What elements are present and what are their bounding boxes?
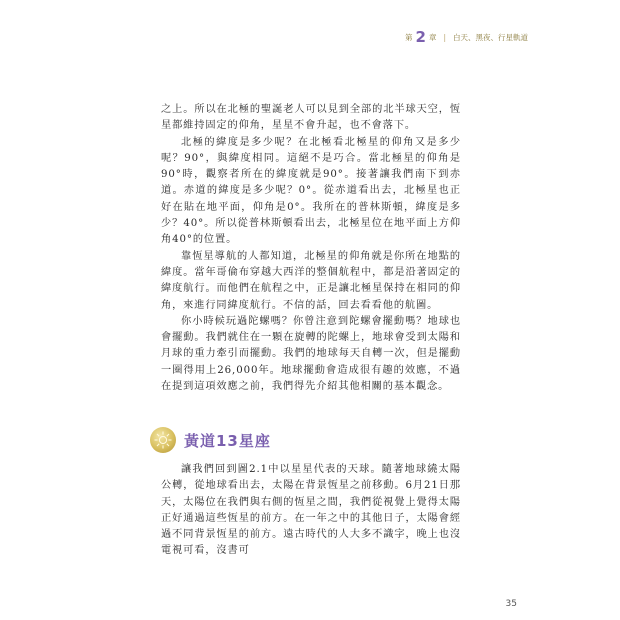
- chapter-title: 白天、黑夜、行星軌道: [453, 33, 528, 42]
- paragraph: 之上。所以在北極的聖誕老人可以見到全部的北半球天空，恆星都維持固定的仰角，星星不會升起，也不會落下。: [161, 104, 461, 132]
- page-number: 35: [505, 599, 517, 609]
- chapter-number: 2: [415, 28, 426, 46]
- running-header: [405, 30, 528, 45]
- body-text-section: [161, 462, 461, 560]
- section-title: 黃道13星座: [184, 431, 271, 450]
- chapter-prefix: 第: [405, 33, 413, 42]
- section-heading: [150, 427, 271, 453]
- paragraph: 讓我們回到圖2.1中以星星代表的天球。隨著地球繞太陽公轉，從地球看出去，太陽在背景恆星之前移動。6月21日那天，太陽位在我們與右側的恆星之間，我們從視覺上覺得太陽正好通過這些恆星的前方。在一年之中的其他日子，太陽會經過不同背景恆星的前方。遠古時代的人大多不識字，晚上也沒電視可看，沒書可: [161, 464, 461, 557]
- paragraph: 你小時候玩過陀螺嗎？你曾注意到陀螺會擺動嗎？地球也會擺動。我們就住在一顆在旋轉的陀螺上，地球會受到太陽和月球的重力牽引而擺動。我們的地球每天自轉一次，但是擺動一圈得用上26,000年。地球擺動會造成很有趣的效應，不過在提到這項效應之前，我們得先介紹其他相關的基本觀念。: [161, 315, 461, 393]
- header-separator: |: [443, 33, 446, 42]
- body-text-top: [161, 102, 461, 395]
- sun-emblem-icon: [150, 427, 176, 453]
- paragraph: 靠恆星導航的人都知道，北極星的仰角就是你所在地點的緯度。當年哥倫布穿越大西洋的整個航程中，都是沿著固定的緯度航行。而他們在航程之中，正是讓北極星保持在相同的仰角，來進行同緯度航行。不信的話，回去看看他的航圖。: [161, 250, 461, 311]
- chapter-suffix: 章: [428, 33, 437, 42]
- paragraph: 北極的緯度是多少呢？在北極看北極星的仰角又是多少呢？90°，與緯度相同。這絕不是巧合。當北極星的仰角是90°時，觀察者所在的緯度就是90°。接著讓我們南下到赤道。赤道的緯度是多少呢？0°。從赤道看出去，北極星也正好在貼在地平面，仰角是0°。我所在的普林斯頓，緯度是多少？40°。所以從普林斯頓看出去，北極星位在地平面上方仰角40°的位置。: [161, 136, 461, 246]
